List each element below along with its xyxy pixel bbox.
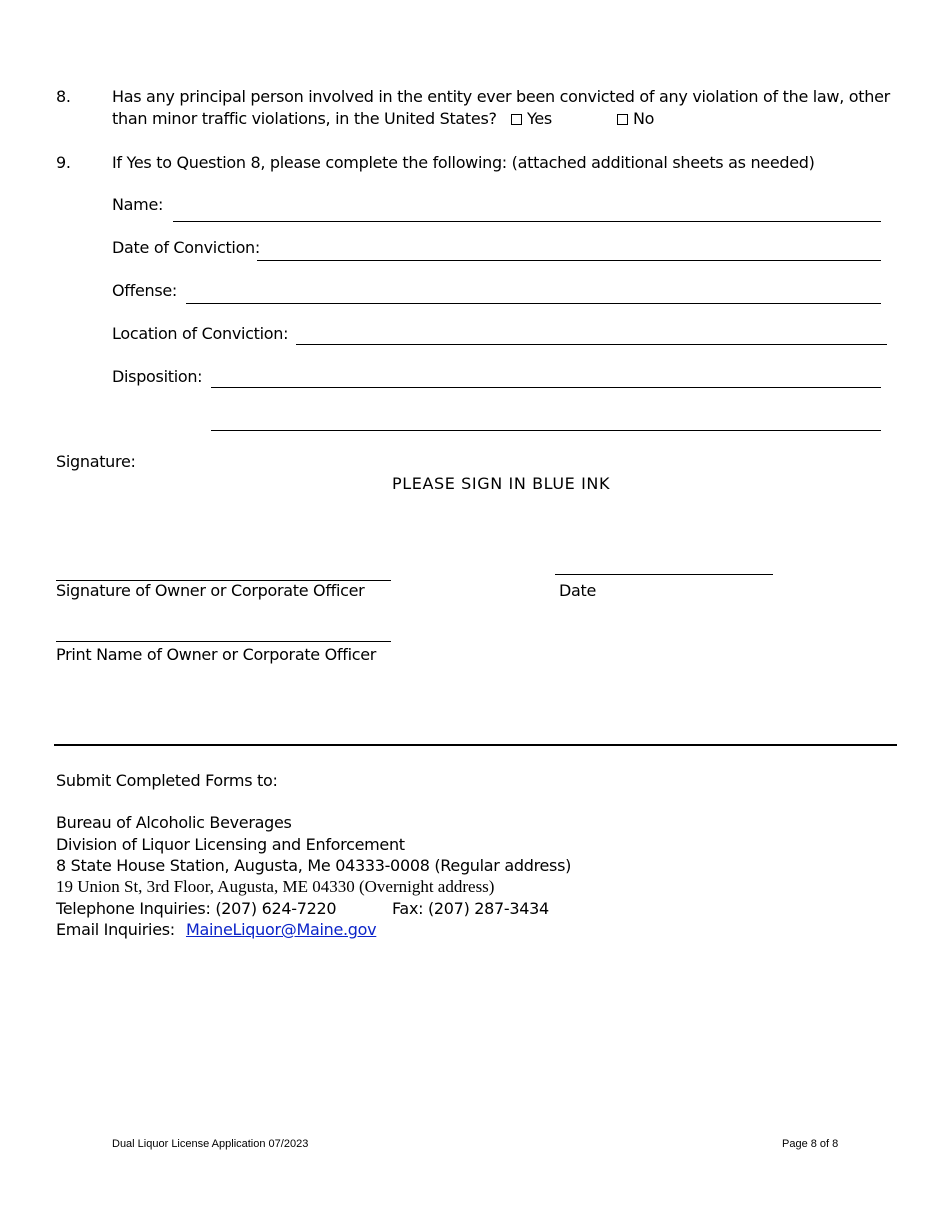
yes-checkbox-option[interactable]: [511, 109, 552, 128]
email-inquiries-label: Email Inquiries:: [56, 920, 175, 939]
no-label: No: [633, 109, 655, 128]
disposition-label: Disposition:: [112, 367, 203, 386]
name-label: Name:: [112, 195, 164, 214]
question-8-number: 8.: [56, 87, 71, 106]
fax-number: Fax: (207) 287-3434: [392, 899, 549, 918]
question-8-text-line1: Has any principal person involved in the entity ever been convicted of any violation of the law, other: [112, 87, 890, 106]
question-9-text: If Yes to Question 8, please complete the following: (attached additional sheets as needed): [112, 153, 815, 172]
no-checkbox-option[interactable]: [617, 109, 654, 128]
signature-label: Signature:: [56, 452, 136, 471]
question-8-text-line2: than minor traffic violations, in the United States?: [112, 109, 497, 128]
bureau-name: Bureau of Alcoholic Beverages: [56, 813, 292, 832]
division-name: Division of Liquor Licensing and Enforcement: [56, 835, 405, 854]
location-of-conviction-label: Location of Conviction:: [112, 324, 289, 343]
date-caption: Date: [559, 581, 597, 600]
name-field[interactable]: [173, 221, 881, 222]
submit-heading: Submit Completed Forms to:: [56, 771, 278, 790]
date-of-conviction-label: Date of Conviction:: [112, 238, 260, 257]
disposition-field-line2[interactable]: [211, 430, 881, 431]
no-checkbox[interactable]: [617, 114, 628, 125]
email-link[interactable]: MaineLiquor@Maine.gov: [186, 920, 377, 939]
footer-page-number: Page 8 of 8: [782, 1138, 839, 1150]
location-of-conviction-field[interactable]: [296, 344, 887, 345]
yes-checkbox[interactable]: [511, 114, 522, 125]
section-divider: [54, 744, 897, 746]
print-name-field[interactable]: [56, 641, 391, 642]
disposition-field[interactable]: [211, 387, 881, 388]
yes-label: Yes: [527, 109, 552, 128]
telephone-inquiries: Telephone Inquiries: (207) 624-7220: [56, 899, 337, 918]
blue-ink-notice: PLEASE SIGN IN BLUE INK: [392, 474, 611, 493]
offense-field[interactable]: [186, 303, 881, 304]
date-field[interactable]: [555, 574, 773, 575]
regular-address: 8 State House Station, Augusta, Me 04333-0008 (Regular address): [56, 856, 572, 875]
date-of-conviction-field[interactable]: [257, 260, 881, 261]
overnight-address: 19 Union St, 3rd Floor, Augusta, ME 04330 (Overnight address): [56, 877, 495, 896]
offense-label: Offense:: [112, 281, 178, 300]
owner-signature-caption: Signature of Owner or Corporate Officer: [56, 581, 365, 600]
question-9-number: 9.: [56, 153, 71, 172]
footer-form-name: Dual Liquor License Application 07/2023: [112, 1138, 309, 1150]
print-name-caption: Print Name of Owner or Corporate Officer: [56, 645, 377, 664]
